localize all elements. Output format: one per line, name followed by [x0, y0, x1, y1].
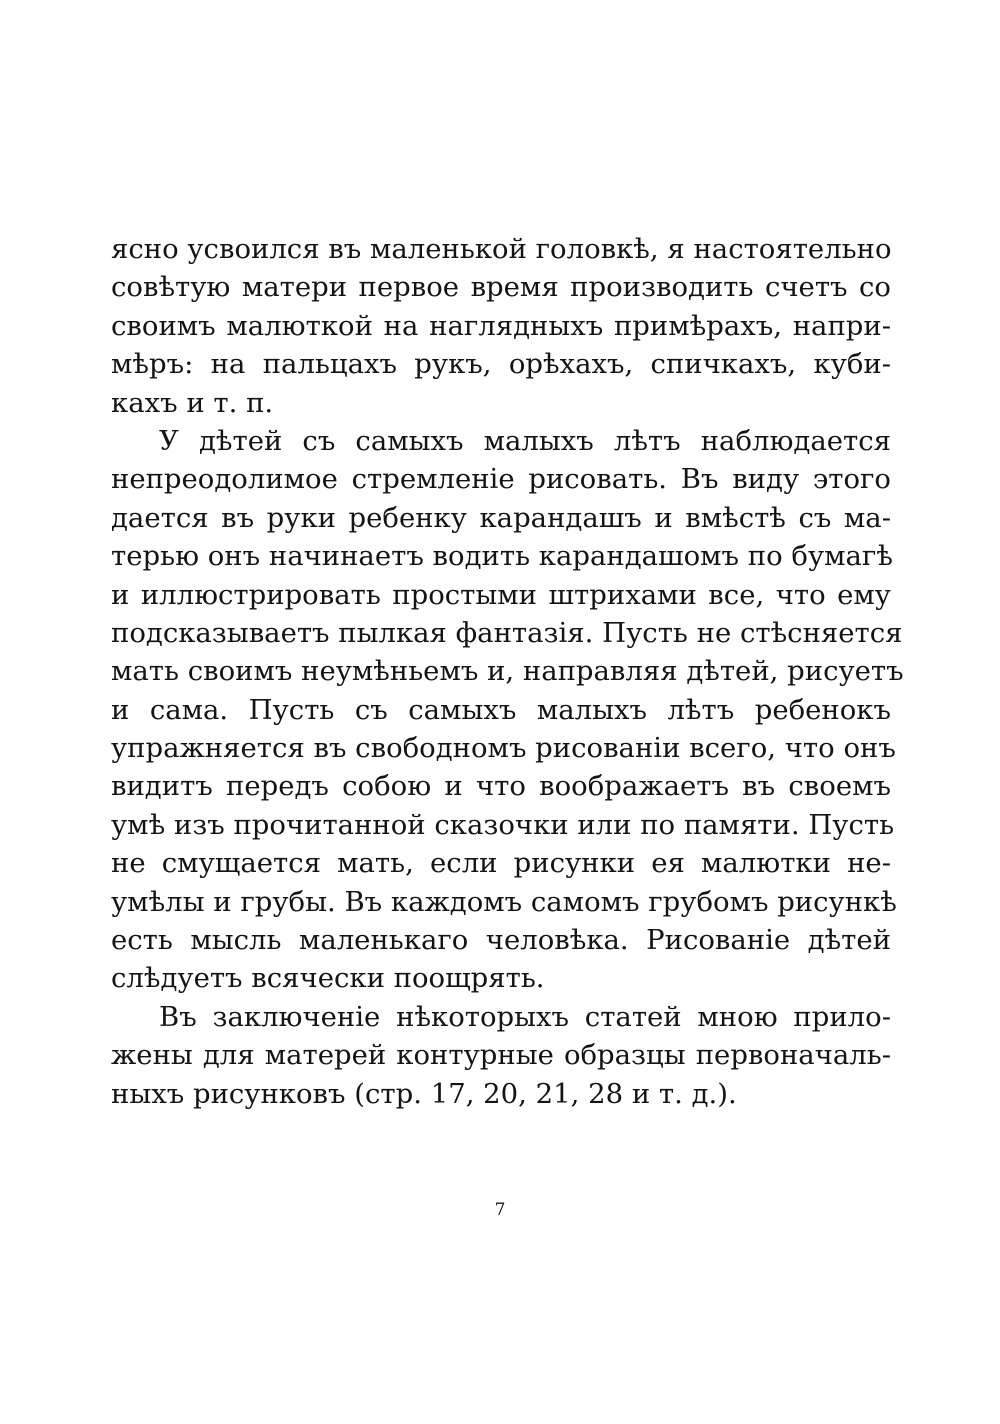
text-line: У дѣтей съ самыхъ малыхъ лѣтъ наблюдается [159, 424, 891, 457]
paragraph-counting [111, 230, 891, 422]
paragraph-drawing [111, 422, 904, 998]
text-line: подсказываетъ пылкая фантазія. Пусть не стѣсняется [111, 616, 903, 649]
text-line: дается въ руки ребенку карандашъ и вмѣстѣ съ ма- [111, 501, 891, 534]
text-line: мѣръ: на пальцахъ рукъ, орѣхахъ, спичкахъ, куби- [111, 348, 891, 381]
text-line: Въ заключеніе нѣкоторыхъ статей мною прило- [159, 1000, 891, 1033]
text-line: видитъ передъ собою и что воображаетъ въ своемъ [111, 770, 891, 803]
text-line: не смущается мать, если рисунки ея малютки не- [111, 847, 891, 880]
paragraph-appendix-note [111, 998, 891, 1113]
text-line: своимъ малюткой на наглядныхъ примѣрахъ, напри- [111, 309, 891, 342]
text-line: слѣдуетъ всячески поощрять. [111, 962, 545, 995]
text-line: кахъ и т. п. [111, 386, 274, 419]
text-line: и сама. Пусть съ самыхъ малыхъ лѣтъ ребенокъ [111, 693, 891, 726]
text-line: ныхъ рисунковъ (стр. 17, 20, 21, 28 и т. д.). [111, 1077, 737, 1110]
text-line: жены для матерей контурные образцы первоначаль- [111, 1039, 891, 1072]
text-line: непреодолимое стремленіе рисовать. Въ виду этого [111, 463, 891, 496]
text-line: мать своимъ неумѣньемъ и, направляя дѣтей, рисуетъ [111, 655, 904, 688]
text-line: ясно усвоился въ маленькой головкѣ, я настоятельно [111, 233, 892, 265]
text-line: умѣ изъ прочитанной сказочки или по памяти. Пусть [111, 808, 895, 841]
text-line: совѣтую матери первое время производить счетъ со [111, 271, 891, 304]
body-text [111, 230, 904, 1113]
text-line: терью онъ начинаетъ водить карандашомъ по бумагѣ [111, 540, 893, 573]
page-number: 7 [494, 1200, 506, 1220]
text-line: упражняется въ свободномъ рисованіи всего, что онъ [111, 732, 896, 765]
text-line: умѣлы и грубы. Въ каждомъ самомъ грубомъ рисункѣ [111, 885, 897, 918]
text-line: и иллюстрировать простыми штрихами все, что ему [111, 578, 891, 611]
text-line: есть мысль маленькаго человѣка. Рисованіе дѣтей [111, 924, 891, 957]
